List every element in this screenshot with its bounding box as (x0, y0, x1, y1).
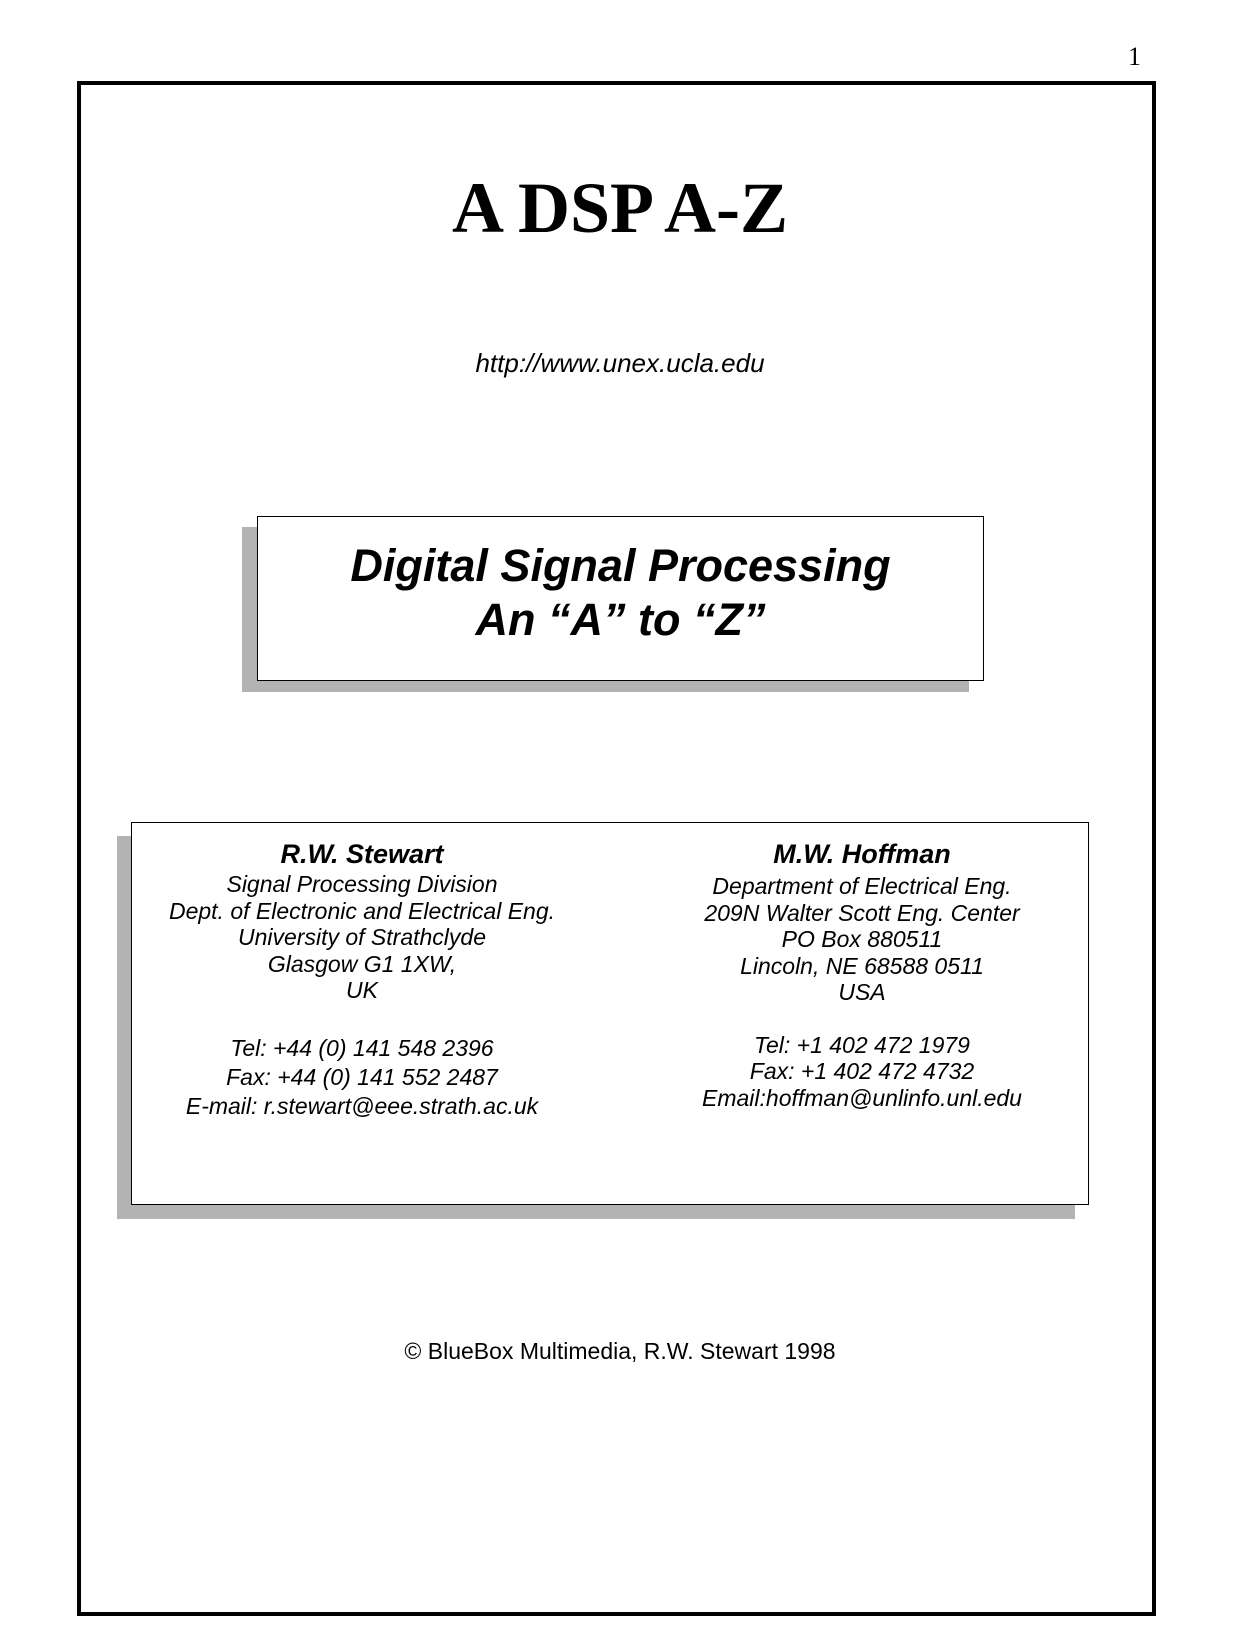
page-number: 1 (1128, 42, 1141, 71)
email: Email:hoffman@unlinfo.unl.edu (702, 1084, 1022, 1111)
address-line: Dept. of Electronic and Electrical Eng. (168, 897, 556, 924)
email: E-mail: r.stewart@eee.strath.ac.uk (185, 1092, 539, 1119)
copyright-notice: © BlueBox Multimedia, R.W. Stewart 1998 (404, 1338, 836, 1364)
author-name: R.W. Stewart (280, 839, 444, 869)
subtitle-line-1: Digital Signal Processing (350, 540, 891, 591)
address-line: Signal Processing Division (226, 871, 498, 897)
spacer (152, 1004, 572, 1034)
author-name: M.W. Hoffman (773, 839, 951, 869)
subtitle-line-2: An “A” to “Z” (475, 594, 766, 645)
address-line: Lincoln, NE 68588 0511 (740, 952, 984, 979)
authors-box (131, 822, 1089, 1205)
address-line: Glasgow G1 1XW, (267, 950, 457, 977)
address-line: PO Box 880511 (781, 926, 943, 952)
fax: Fax: +44 (0) 141 552 2487 (226, 1063, 498, 1090)
address-line: UK (346, 977, 378, 1003)
author-hoffman (652, 837, 1072, 1111)
phone: Tel: +1 402 472 1979 (754, 1031, 970, 1058)
spacer (652, 1006, 1072, 1032)
address-line: 209N Walter Scott Eng. Center (704, 899, 1020, 926)
fax: Fax: +1 402 472 4732 (749, 1058, 975, 1084)
document-title: A DSP A-Z (451, 168, 789, 248)
author-stewart (152, 837, 572, 1121)
address-line: University of Strathclyde (238, 924, 486, 950)
address-line: Department of Electrical Eng. (712, 873, 1012, 899)
website-url: http://www.unex.ucla.edu (475, 348, 765, 378)
address-line: USA (838, 979, 886, 1005)
phone: Tel: +44 (0) 141 548 2396 (230, 1034, 494, 1061)
subtitle-box (257, 516, 984, 681)
